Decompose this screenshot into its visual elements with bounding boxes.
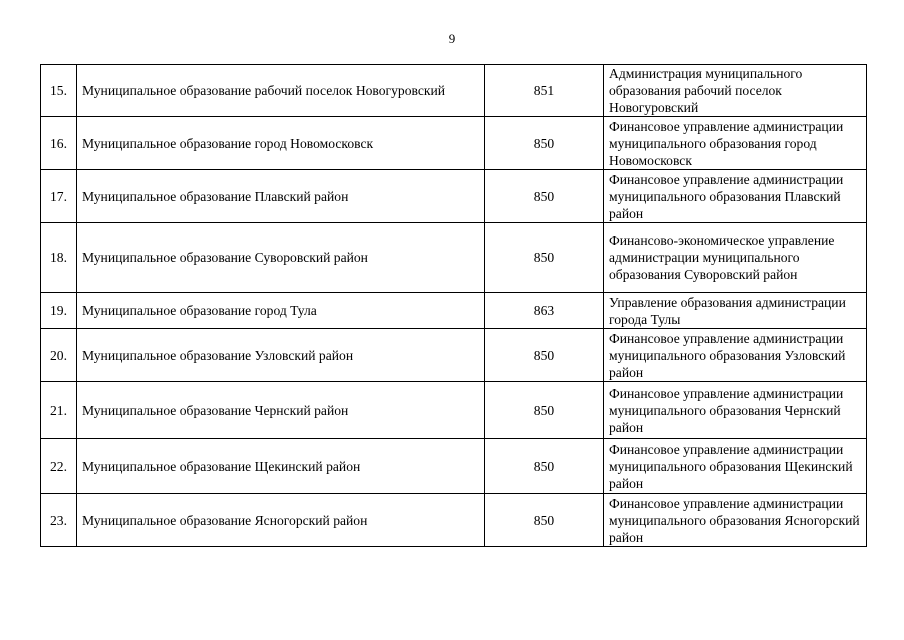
municipality-name: Муниципальное образование Ясногорский район (77, 494, 485, 547)
administrator-organization: Финансовое управление администрации муниципального образования Ясногорский район (604, 494, 867, 547)
municipality-name: Муниципальное образование город Новомосковск (77, 117, 485, 170)
row-number: 22. (41, 439, 77, 494)
administrator-code: 863 (485, 293, 604, 329)
administrator-code: 850 (485, 382, 604, 439)
municipality-name: Муниципальное образование Суворовский район (77, 223, 485, 293)
row-number: 19. (41, 293, 77, 329)
administrator-code: 850 (485, 117, 604, 170)
table-row (41, 382, 867, 439)
administrator-code: 850 (485, 170, 604, 223)
table-row (41, 170, 867, 223)
administrator-code: 850 (485, 494, 604, 547)
municipality-name: Муниципальное образование рабочий поселок Новогуровский (77, 65, 485, 117)
administrator-code: 850 (485, 439, 604, 494)
municipality-name: Муниципальное образование Плавский район (77, 170, 485, 223)
table-row (41, 329, 867, 382)
row-number: 17. (41, 170, 77, 223)
row-number: 15. (41, 65, 77, 117)
administrator-organization: Финансовое управление администрации муниципального образования Плавский район (604, 170, 867, 223)
row-number: 21. (41, 382, 77, 439)
row-number: 23. (41, 494, 77, 547)
table-row (41, 293, 867, 329)
administrator-code: 851 (485, 65, 604, 117)
administrator-organization: Финансово-экономическое управление администрации муниципального образования Суворовский район (604, 223, 867, 293)
page-number: 9 (448, 31, 456, 46)
municipalities-table (40, 64, 867, 547)
row-number: 20. (41, 329, 77, 382)
administrator-code: 850 (485, 223, 604, 293)
row-number: 16. (41, 117, 77, 170)
row-number: 18. (41, 223, 77, 293)
table-row (41, 117, 867, 170)
administrator-organization: Финансовое управление администрации муниципального образования Щекинский район (604, 439, 867, 494)
administrator-code: 850 (485, 329, 604, 382)
table-row (41, 439, 867, 494)
municipality-name: Муниципальное образование Чернский район (77, 382, 485, 439)
administrator-organization: Финансовое управление администрации муниципального образования Чернский район (604, 382, 867, 439)
administrator-organization: Финансовое управление администрации муниципального образования Узловский район (604, 329, 867, 382)
municipality-name: Муниципальное образование город Тула (77, 293, 485, 329)
table-row (41, 223, 867, 293)
administrator-organization: Управление образования администрации города Тулы (604, 293, 867, 329)
administrator-organization: Администрация муниципального образования рабочий поселок Новогуровский (604, 65, 867, 117)
table-row (41, 65, 867, 117)
municipality-name: Муниципальное образование Щекинский район (77, 439, 485, 494)
table-row (41, 494, 867, 547)
municipality-name: Муниципальное образование Узловский район (77, 329, 485, 382)
administrator-organization: Финансовое управление администрации муниципального образования город Новомосковск (604, 117, 867, 170)
